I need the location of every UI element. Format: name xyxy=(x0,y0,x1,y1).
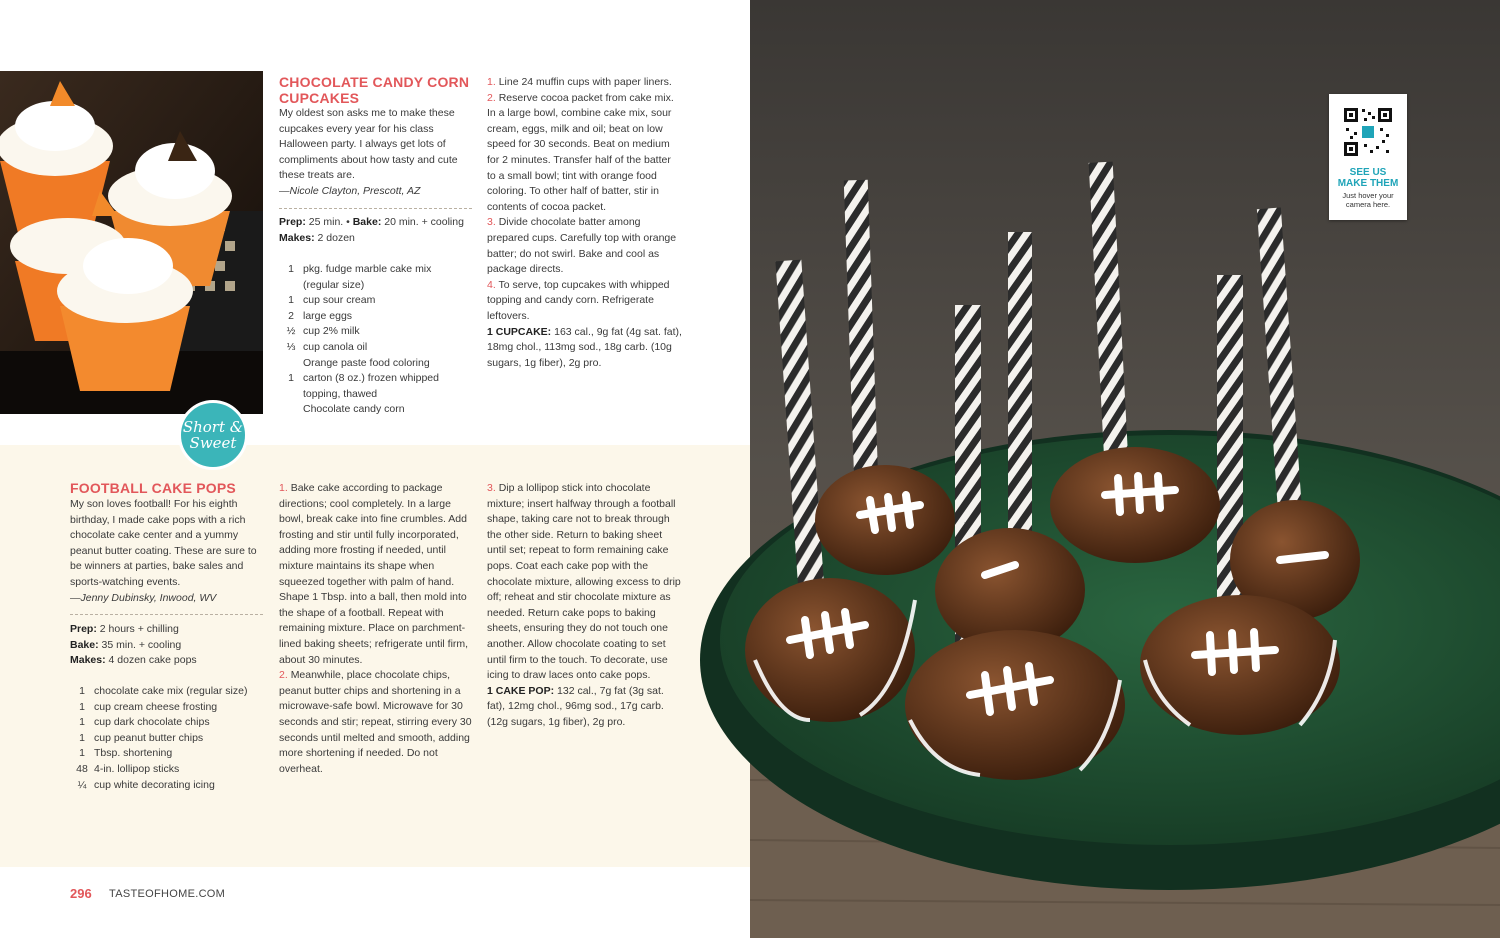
ingredient-text: cup 2% milk xyxy=(303,325,360,338)
direction-step xyxy=(487,278,682,325)
qr-line3: Just hover your xyxy=(1342,191,1394,200)
ingredient-row xyxy=(70,715,266,731)
ingredient-row xyxy=(279,262,469,293)
ingredient-qty: 1 xyxy=(79,731,85,744)
ingredient-text: carton (8 oz.) frozen whipped topping, thawed xyxy=(303,372,439,400)
recipe2-makes-label: Makes: xyxy=(70,654,106,667)
recipe1-makes-value: 2 dozen xyxy=(317,231,355,244)
ingredient-qty: ¼ xyxy=(77,778,87,791)
ingredient-text: cup canola oil xyxy=(303,340,368,353)
recipe1-prep-label: Prep: xyxy=(279,216,306,228)
step-number: 1. xyxy=(487,76,496,88)
ingredient-row xyxy=(279,371,469,402)
direction-step xyxy=(279,668,474,777)
recipe2-prep-value: 2 hours + chilling xyxy=(99,623,179,635)
nutrition-facts xyxy=(487,325,682,372)
ingredient-text: cup dark chocolate chips xyxy=(94,716,210,729)
page-number: 296 xyxy=(70,886,92,901)
recipe1-ingredients xyxy=(279,262,469,418)
ingredient-row xyxy=(70,746,266,762)
ingredient-row xyxy=(70,731,266,747)
recipe2-times xyxy=(70,622,266,669)
recipe1-byline: —Nicole Clayton, Prescott, AZ xyxy=(279,184,421,197)
recipe2-divider xyxy=(70,614,263,615)
recipe1-directions xyxy=(487,75,682,371)
ingredient-qty: 1 xyxy=(79,700,85,713)
recipe1-times: Prep: 25 min. • Bake: 20 min. + cooling Makes: 2 dozen xyxy=(279,216,464,244)
recipe1-title xyxy=(279,74,469,106)
left-page xyxy=(0,0,750,938)
recipe2-bake-label: Bake: xyxy=(70,638,99,651)
ingredient-text: cup peanut butter chips xyxy=(94,731,204,744)
recipe1-divider xyxy=(279,208,472,209)
ingredient-row xyxy=(279,402,469,418)
ingredient-text: pkg. fudge marble cake mix (regular size) xyxy=(303,263,432,291)
nutrition-facts xyxy=(487,684,682,731)
ingredient-row xyxy=(70,700,266,716)
ingredient-text: cup cream cheese frosting xyxy=(94,700,218,713)
ingredient-qty: 2 xyxy=(288,309,294,322)
nutrition-value: 132 cal., 7g fat (3g sat. fat), 12mg chol., 96mg sod., 17g carb. (12g sugars, 1g fiber), 2g pro. xyxy=(487,684,664,728)
ingredient-qty: 1 xyxy=(79,685,85,697)
qr-line2: MAKE THEM xyxy=(1337,178,1399,189)
nutrition-label: 1 CAKE POP: xyxy=(487,684,555,697)
step-text: Dip a lollipop stick into chocolate mixture; insert halfway through a football shape, taking care not to break through the other side. Return to baking sheet until set; repeat to form remaining cake pops. Coat each cake pop with the chocolate mixture, allowing excess to drip off; reheat and stir chocolate mixture as needed. Return cake pops to baking sheets, ensuring they do not touch one another. Allow chocolate coating to set until firm to the touch. To decorate, use icing to draw laces onto cake pops. xyxy=(487,482,681,682)
step-number: 1. xyxy=(279,482,288,494)
cupcake-illustration xyxy=(0,71,263,414)
ingredient-qty: 1 xyxy=(288,294,294,307)
ingredient-qty: 48 xyxy=(76,762,88,775)
recipe2-makes-value: 4 dozen cake pops xyxy=(108,654,197,667)
direction-step xyxy=(487,481,682,684)
badge-line1: Short & xyxy=(182,418,244,436)
badge-line2: Sweet xyxy=(189,434,237,452)
ingredient-row xyxy=(70,762,266,778)
recipe1-intro-block xyxy=(279,106,474,200)
recipe1-title-line1: CHOCOLATE CANDY CORN xyxy=(279,74,470,90)
ingredient-qty: ½ xyxy=(286,325,296,338)
ingredient-text: cup white decorating icing xyxy=(94,778,215,791)
recipe1-title-line2: CUPCAKES xyxy=(279,90,360,106)
ingredient-row xyxy=(279,356,469,372)
cupcake-photo xyxy=(0,71,263,452)
recipe2-title: FOOTBALL CAKE POPS xyxy=(70,480,236,496)
ingredient-row xyxy=(279,340,469,356)
step-number: 4. xyxy=(487,278,496,291)
qr-line1: SEE US xyxy=(1349,167,1387,178)
recipe2-prep-label: Prep: xyxy=(70,623,97,635)
qr-instructions xyxy=(1329,191,1407,209)
step-number: 3. xyxy=(487,216,496,229)
short-and-sweet-badge xyxy=(178,400,248,470)
recipe2-byline: —Jenny Dubinsky, Inwood, WV xyxy=(70,591,217,604)
recipe2-directions-col1 xyxy=(279,481,474,777)
step-text: Bake cake according to package directions; cool completely. In a large bowl, break cake into fine crumbles. Add frosting and stir until fully incorporated, adding more frosting if needed, until mixture maintains its shape when squeezed together with palm of hand. Shape 1 Tbsp. into a ball, then mold into the shape of a football. Repeat with remaining mixture. Place on parchment-lined baking sheets; refrigerate until firm, about 30 minutes. xyxy=(279,482,469,666)
direction-step xyxy=(487,215,682,277)
direction-step xyxy=(279,481,474,668)
qr-code-icon[interactable] xyxy=(1342,106,1394,158)
recipe2-intro-block xyxy=(70,497,266,606)
recipe2-directions-col2 xyxy=(487,481,682,731)
recipe1-makes-label: Makes: xyxy=(279,231,315,244)
step-text: Meanwhile, place chocolate chips, peanut butter chips and shortening in a microwave-safe bowl. Microwave for 30 seconds and stir; repeat, stirring every 30 seconds until melted and smooth, adding more shortening if needed. Do not overheat. xyxy=(279,669,472,775)
direction-step xyxy=(487,75,682,91)
step-number: 2. xyxy=(279,669,288,682)
recipe2-bake-value: 35 min. + cooling xyxy=(101,638,182,651)
ingredient-row xyxy=(279,324,469,340)
step-text: To serve, top cupcakes with whipped topping and candy corn. Refrigerate leftovers. xyxy=(487,278,670,322)
ingredient-row xyxy=(279,293,469,309)
step-number: 3. xyxy=(487,482,496,494)
ingredient-row xyxy=(70,684,266,700)
direction-step xyxy=(487,91,682,216)
ingredient-qty: ⅓ xyxy=(286,340,296,353)
recipe1-prep-value: 25 min. xyxy=(308,216,344,228)
ingredient-qty: 1 xyxy=(288,372,294,385)
nutrition-label: 1 CUPCAKE: xyxy=(487,325,552,338)
qr-card[interactable] xyxy=(1329,94,1407,220)
footer-site[interactable]: TASTEOFHOME.COM xyxy=(109,888,226,900)
step-text: Line 24 muffin cups with paper liners. xyxy=(498,76,672,88)
ingredient-row xyxy=(70,778,266,794)
ingredient-qty: 1 xyxy=(288,263,294,275)
recipe1-bake-label: Bake: xyxy=(352,216,382,228)
ingredient-qty xyxy=(279,402,303,418)
nutrition-value: 163 cal., 9g fat (4g sat. fat), 18mg chol., 113mg sod., 18g carb. (10g sugars, 1g fiber), 2g pro. xyxy=(487,325,682,369)
ingredient-text: Orange paste food coloring xyxy=(303,356,430,369)
ingredient-row xyxy=(279,309,469,325)
ingredient-text: 4-in. lollipop sticks xyxy=(94,762,180,775)
ingredient-qty xyxy=(279,356,303,372)
ingredient-text: Chocolate candy corn xyxy=(303,403,405,416)
recipe2-intro: My son loves football! For his eighth birthday, I made cake pops with a rich chocolate cake center and a yummy peanut butter coating. These are sure to be winners at parties, bake sales and sports-watching events. xyxy=(70,498,257,588)
qr-heading xyxy=(1329,167,1407,189)
ingredient-text: Tbsp. shortening xyxy=(94,747,173,760)
step-text: Reserve cocoa packet from cake mix. In a large bowl, combine cake mix, sour cream, eggs, milk and oil; beat on low speed for 30 seconds. Beat on medium for 2 minutes. Transfer half of the batter to a small bowl; tint with orange food coloring. To other half of batter, stir in contents of cocoa packet. xyxy=(487,91,674,213)
ingredient-qty: 1 xyxy=(79,716,85,729)
recipe1-bake-value: 20 min. + cooling xyxy=(384,216,464,228)
step-text: Divide chocolate batter among prepared cups. Carefully top with orange batter; do not swirl. Bake and cool as package directs. xyxy=(487,216,677,276)
recipe1-intro: My oldest son asks me to make these cupcakes every year for his class Halloween party. I always get lots of compliments about how tasty and cute these treats are. xyxy=(279,107,458,182)
ingredient-text: large eggs xyxy=(303,309,353,322)
recipe2-ingredients xyxy=(70,684,266,793)
ingredient-text: chocolate cake mix (regular size) xyxy=(94,685,248,697)
ingredient-qty: 1 xyxy=(79,747,85,760)
step-number: 2. xyxy=(487,91,496,104)
qr-line4: camera here. xyxy=(1345,200,1391,209)
ingredient-text: cup sour cream xyxy=(303,294,376,307)
